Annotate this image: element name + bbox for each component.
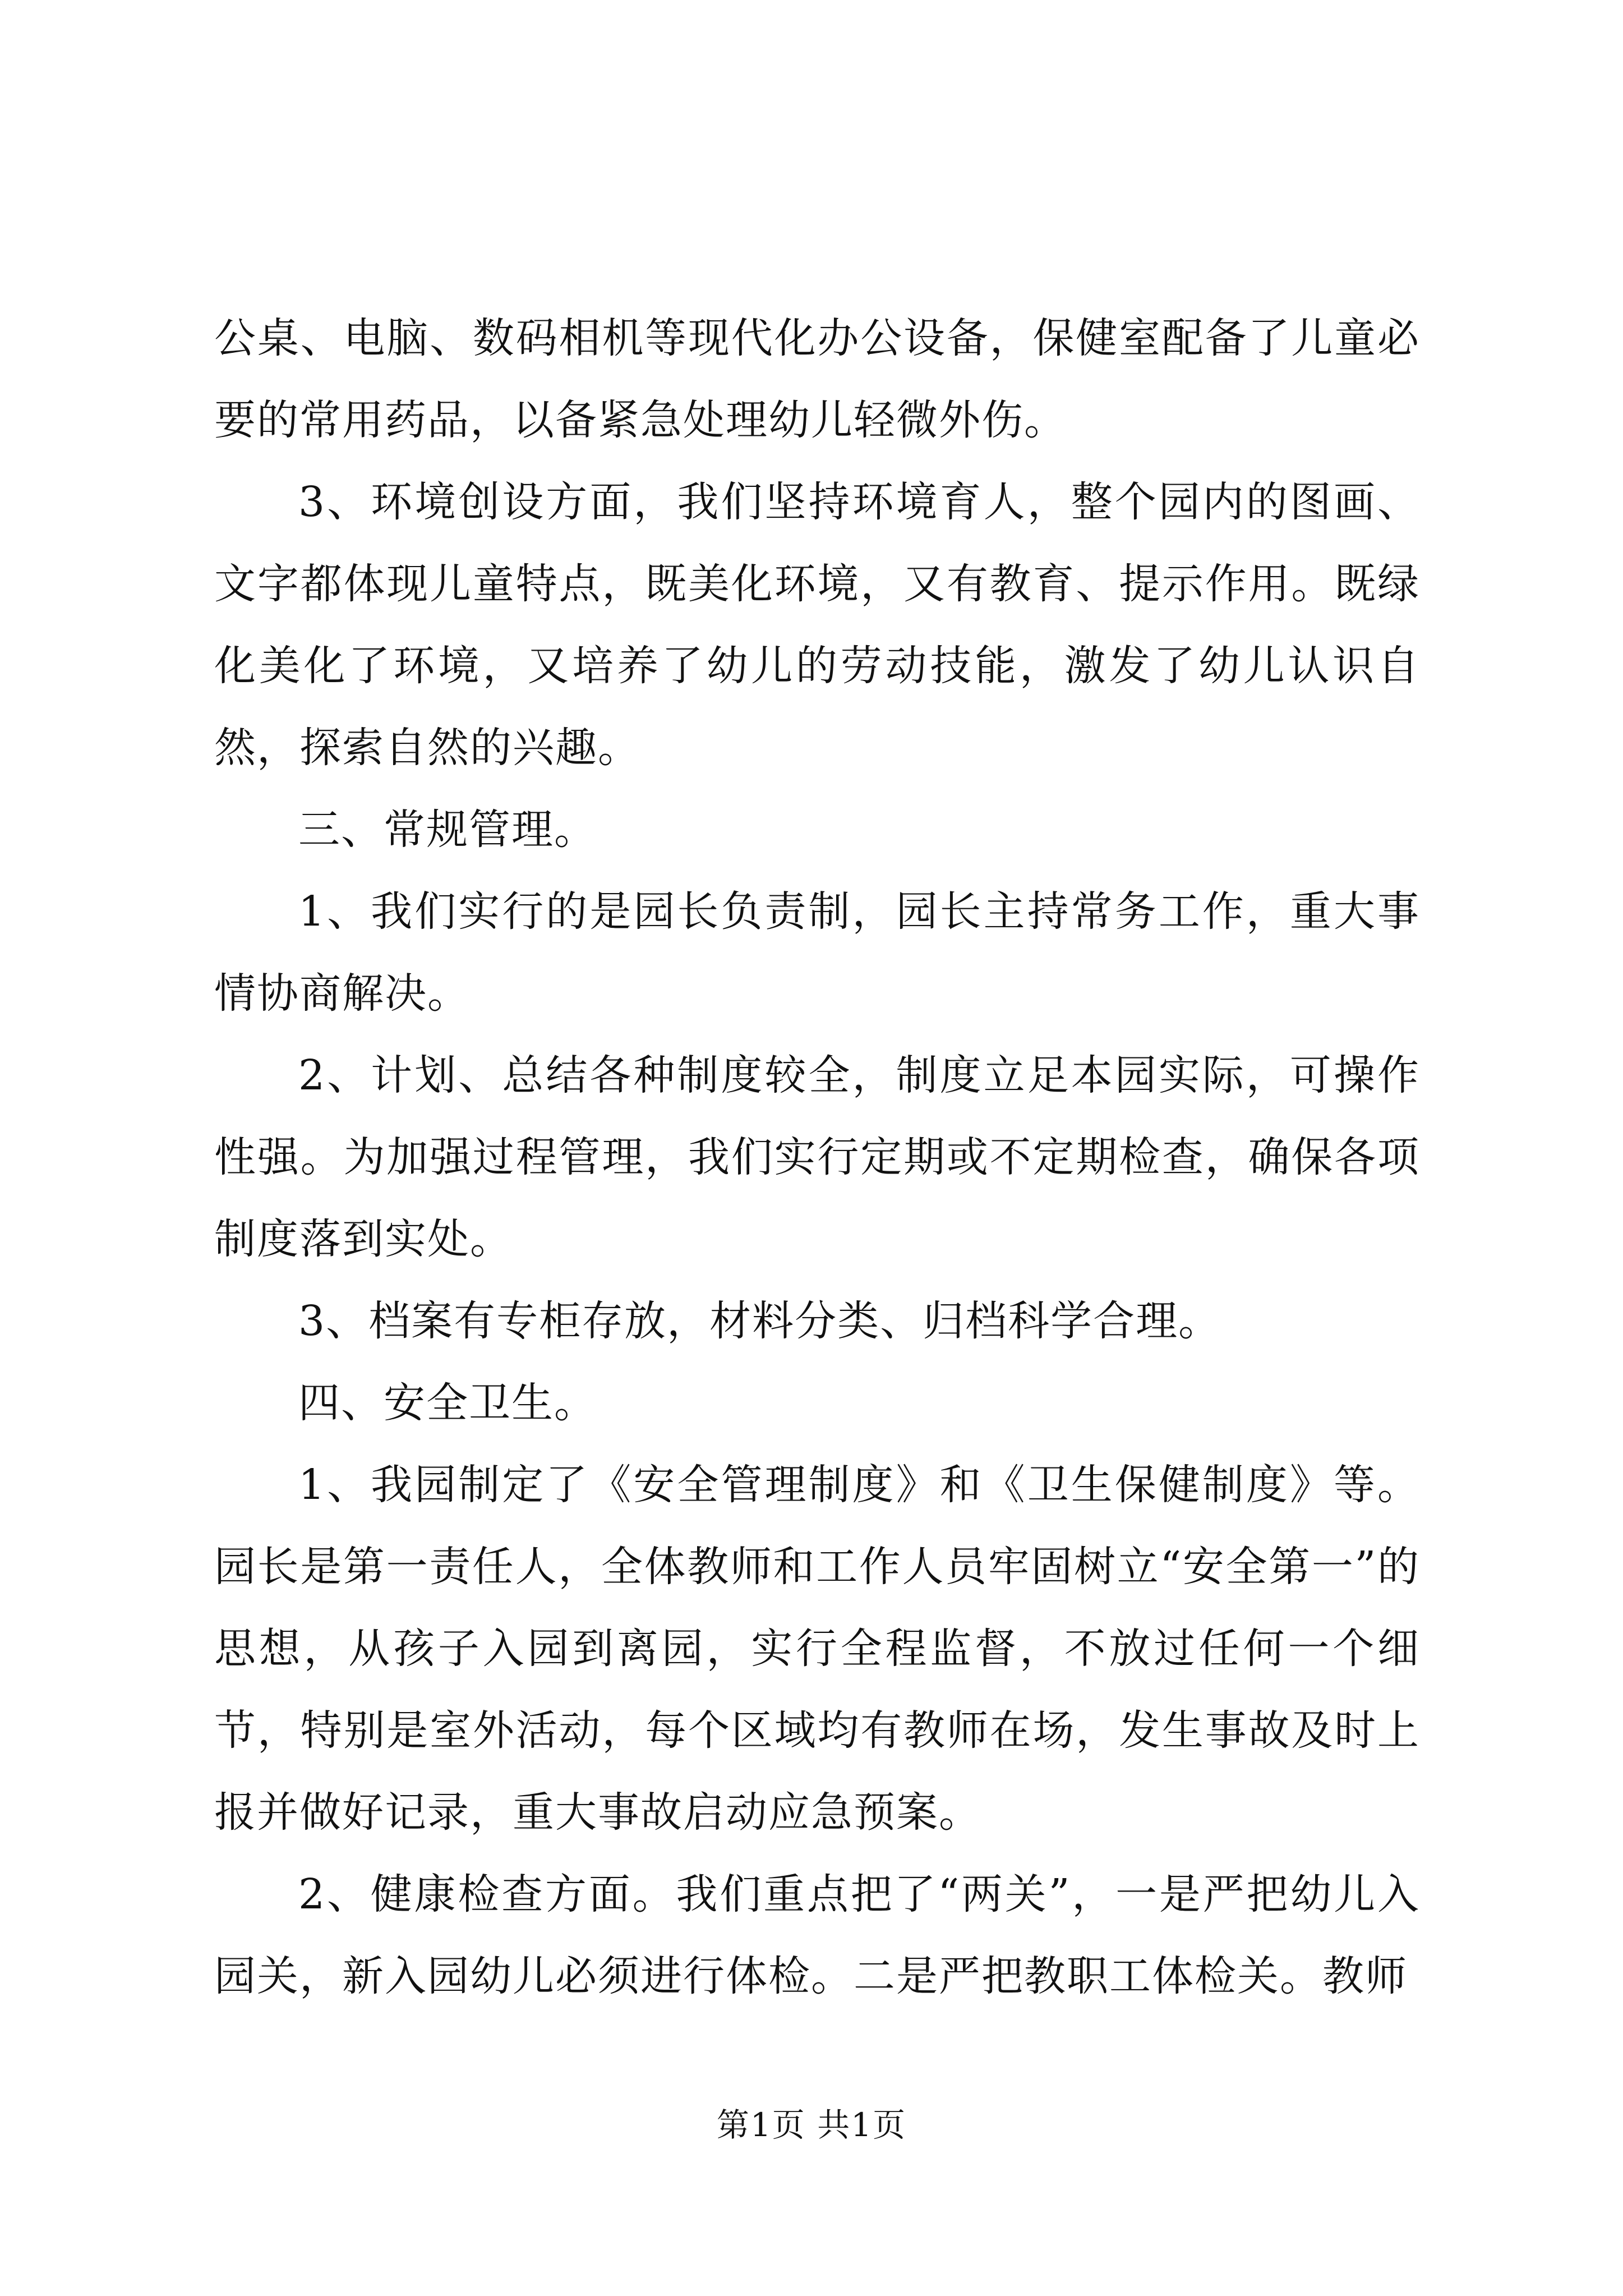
paragraph-principal-responsibility: 1、我们实行的是园长负责制，园长主持常务工作，重大事情协商解决。 bbox=[214, 887, 1420, 1018]
paragraph-safety-rules: 1、我园制定了《安全管理制度》和《卫生保健制度》等。园长是第一责任人，全体教师和工作人员牢固树立“安全第一”的思想，从孩子入园到离园，实行全程监督，不放过任何一个细节，特别是室外活动，每个区域均有教师在场，发生事故及时上报并做好记录，重大事故启动应急预案。 bbox=[214, 1461, 1420, 1837]
paragraph-continuation: 公桌、电脑、数码相机等现代化办公设备，保健室配备了儿童必要的常用药品，以备紧急处理幼儿轻微外伤。 bbox=[214, 314, 1420, 444]
paragraph-environment: 3、环境创设方面，我们坚持环境育人，整个园内的图画、文字都体现儿童特点，既美化环境，又有教育、提示作用。既绿化美化了环境，又培养了幼儿的劳动技能，激发了幼儿认识自然，探索自然的兴趣。 bbox=[214, 478, 1420, 772]
section-heading-safety-hygiene: 四、安全卫生。 bbox=[298, 1379, 597, 1427]
section-heading-routine-management: 三、常规管理。 bbox=[298, 806, 597, 854]
paragraph-archives: 3、档案有专柜存放，材料分类、归档科学合理。 bbox=[298, 1297, 1221, 1345]
document-body bbox=[214, 297, 1420, 2017]
paragraph-health-checks: 2、健康检查方面。我们重点把了“两关”，一是严把幼儿入园关，新入园幼儿必须进行体检。二是严把教职工体检关。教师 bbox=[214, 1870, 1420, 2000]
page-footer: 第1页 共1页 bbox=[716, 2106, 907, 2144]
paragraph-plans-and-systems: 2、计划、总结各种制度较全，制度立足本园实际，可操作性强。为加强过程管理，我们实行定期或不定期检查，确保各项制度落到实处。 bbox=[214, 1051, 1420, 1263]
